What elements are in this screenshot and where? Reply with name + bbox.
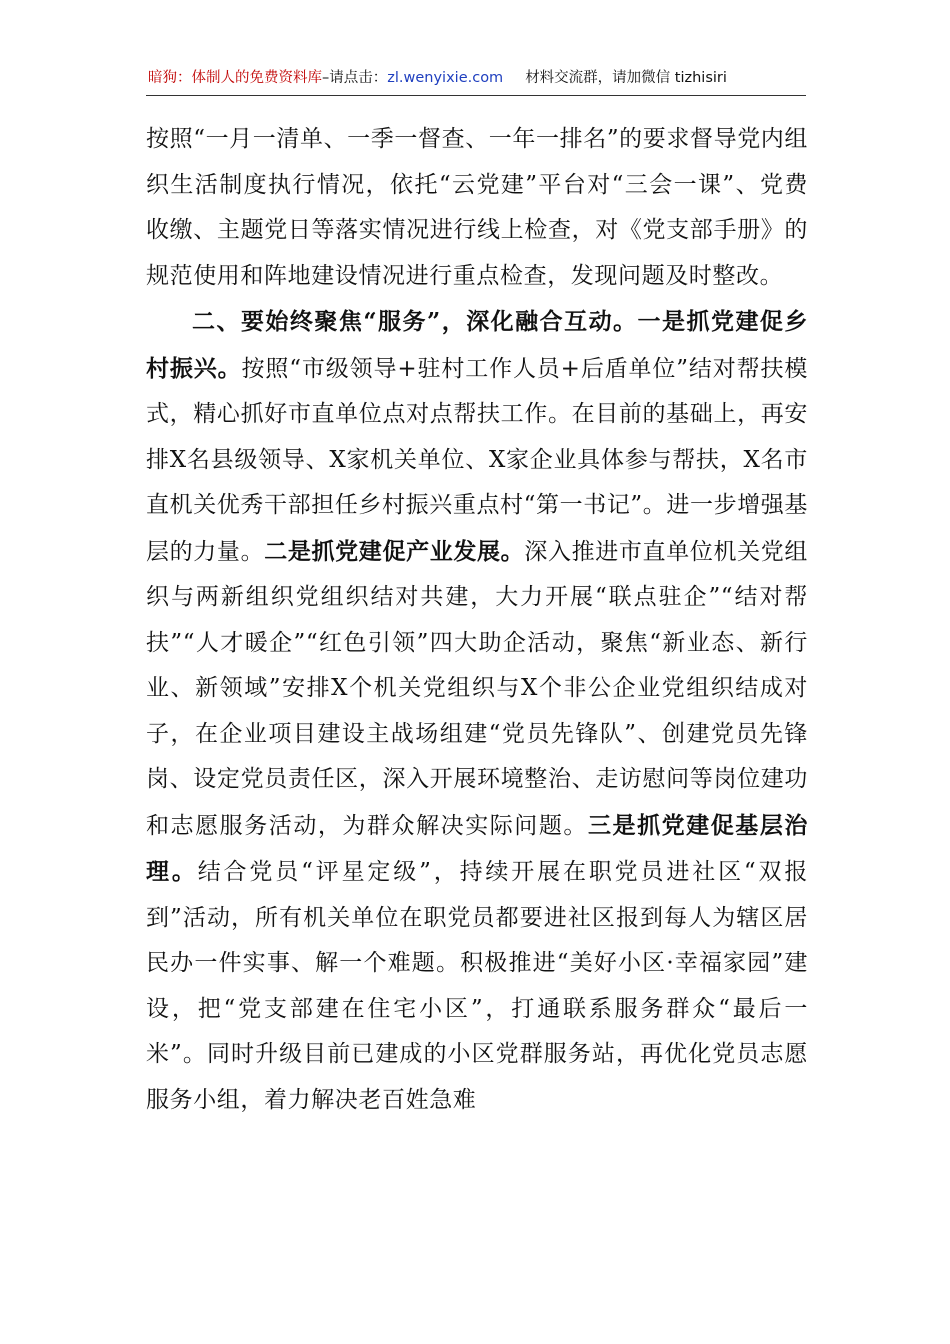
header-group-note: 材料交流群，请加微信 tizhisiri bbox=[525, 70, 727, 86]
header-site-name: 暗狗：体制人的免费资料库 bbox=[148, 70, 322, 86]
subheading-industry: 二是抓党建促产业发展。 bbox=[264, 537, 525, 565]
paragraph-2-text-1: 按照“市级领导+驻村工作人员+后盾单位”结对帮扶模式，精心抓好市直单位点对点帮扶工作。在目前的基础上，再安排X名县级领导、X家机关单位、X家企业具体参与帮扶，X名市直机关优秀干部担任乡村振兴重点村“第一书记”。进一步增强基层的力量。 bbox=[146, 355, 808, 565]
paragraph-2 bbox=[146, 299, 808, 1123]
section-heading: 二、要始终聚焦“服务”，深化融合互动。一是抓党建促乡村振兴。 bbox=[146, 308, 808, 382]
paragraph-2-text-2: 深入推进市直单位机关党组织与两新组织党组织结对共建，大力开展“联点驻企”“结对帮扶”“人才暖企”“红色引领”四大助企活动，聚焦“新业态、新行业、新领域”安排X个机关党组织与X个非公企业党组织结成对子，在企业项目建设主战场组建“党员先锋队”、创建党员先锋岗、设定党员责任区，深入开展环境整治、走访慰问等岗位建功和志愿服务活动，为群众解决实际问题。 bbox=[146, 538, 809, 839]
page-header bbox=[148, 66, 808, 90]
paragraph-1: 按照“一月一清单、一季一督查、一年一排名”的要求督导党内组织生活制度执行情况，依托“云党建”平台对“三会一课”、党费收缴、主题党日等落实情况进行线上检查，对《党支部手册》的规范使用和阵地建设情况进行重点检查，发现问题及时整改。 bbox=[146, 126, 808, 289]
header-divider bbox=[146, 95, 806, 96]
document-body bbox=[146, 117, 808, 1123]
subheading-governance: 三是抓党建促基层治理。 bbox=[146, 811, 808, 885]
header-click-label: –请点击： bbox=[322, 70, 388, 86]
paragraph-2-text-3: 结合党员“评星定级”，持续开展在职党员进社区“双报到”活动，所有机关单位在职党员都要进社区报到每人为辖区居民办一件实事、解一个难题。积极推进“美好小区·幸福家园”建设，把“党支部建在住宅小区”，打通联系服务群众“最后一米”。同时升级目前已建成的小区党群服务站，再优化党员志愿服务小组，着力解决老百姓急难 bbox=[146, 859, 808, 1113]
header-url-link[interactable]: zl.wenyixie.com bbox=[387, 70, 504, 86]
